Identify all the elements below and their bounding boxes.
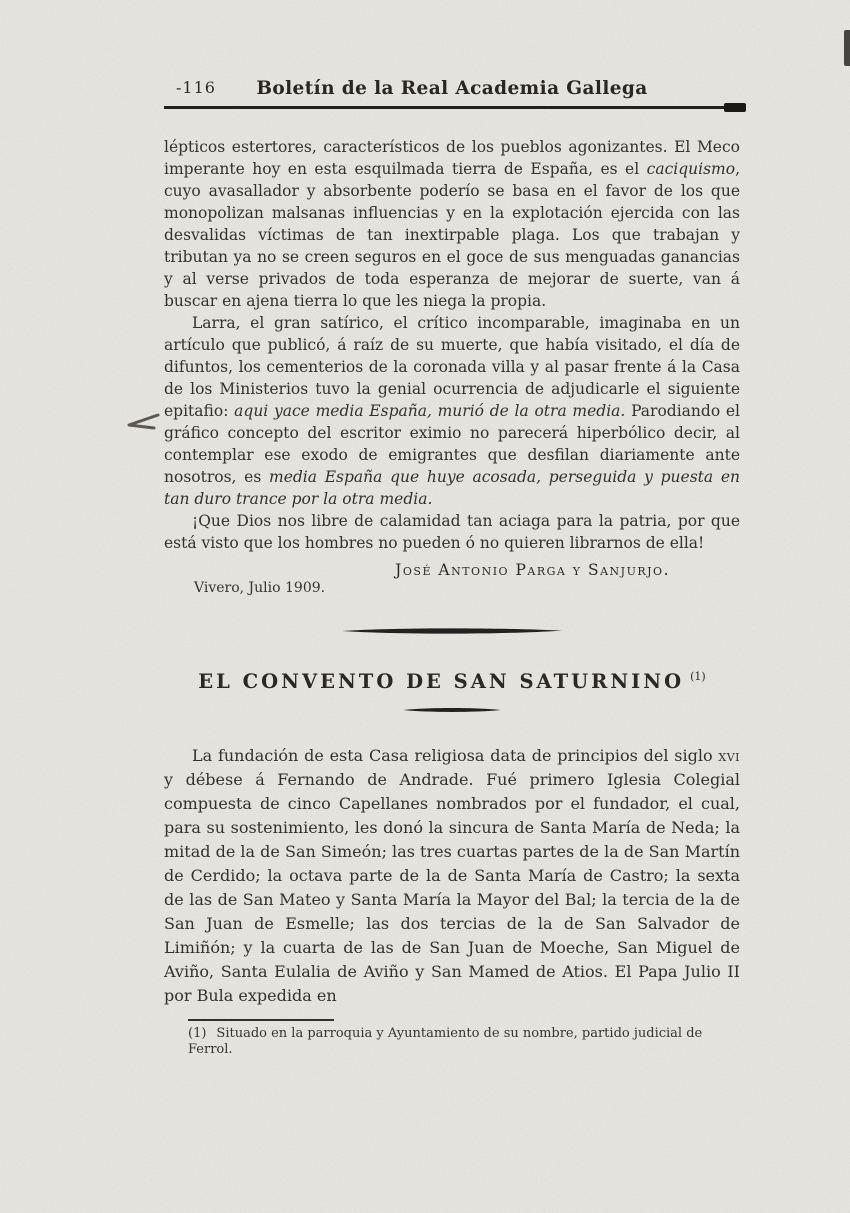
dateline: Vivero, Julio 1909.: [194, 580, 326, 596]
author-signature: José Antonio Parga y Sanjurjo.: [395, 561, 670, 579]
ink-smudge-mark: [124, 412, 160, 436]
footnote-rule: [188, 1019, 334, 1021]
footnote: [188, 1026, 740, 1058]
article-emigration-text: [164, 136, 740, 596]
journal-title: Boletín de la Real Academia Gallega: [256, 78, 648, 99]
paragraph: ¡Que Dios nos libre de calamidad tan aciaga para la patria, por que está visto que los hombres no pueden ó no quieren librarnos de ella!: [164, 512, 740, 552]
footnote-marker: (1): [188, 1026, 207, 1041]
section-title: [164, 670, 740, 693]
page-number: -116: [176, 78, 216, 97]
title-divider-rule: [402, 706, 502, 714]
paragraph: Larra, el gran satírico, el crítico incomparable, imaginaba en un artículo que publicó, á raíz de su muerte, que había visitado, el día de difuntos, los cementerios de la coronada villa y al pasar frente á la Casa de los Ministerios tuvo la genial ocurrencia de adjudicarle el siguiente epitafio: aqui yace media España, murió de la otra media. Parodiando el gráfico concepto del escritor eximio no parecerá hiperbólico decir, al contemplar ese exodo de emigrantes que desfilan diariamente ante nosotros, es media España que huye acosada, perseguida y puesta en tan duro trance por la otra media.: [164, 314, 741, 508]
section-title-text: EL CONVENTO DE SAN SATURNINO: [198, 670, 685, 693]
header-rule: [164, 106, 740, 109]
page-header: [164, 0, 740, 99]
ink-blot-mark: [724, 103, 746, 112]
footnote-text: Situado en la parroquia y Ayuntamiento de su nombre, partido judicial de Ferrol.: [188, 1026, 703, 1057]
paragraph: lépticos estertores, característicos de los pueblos agonizantes. El Meco imperante hoy en esta esquilmada tierra de España, es el caciquismo, cuyo avasallador y absorbente poderío se basa en el favor de los que monopolizan malsanas influencias y en la explotación ejercida con las desvalidas víctimas de tan inextirpable plaga. Los que trabajan y tributan ya no se creen seguros en el goce de sus menguadas ganancias y al verse privados de toda esperanza de mejorar de suerte, van á buscar en ajena tierra lo que les niega la propia.: [164, 138, 740, 310]
article-san-saturnino: [164, 670, 740, 1058]
text-column: [164, 0, 740, 1058]
footnote-reference: (1): [690, 670, 706, 683]
paragraph: La fundación de esta Casa religiosa data de principios del siglo xvi y débese á Fernando de Andrade. Fué primero Iglesia Colegial compuesta de cinco Capellanes nombrados por el fundador, el cual, para su sostenimiento, les donó la sincura de Santa María de Neda; la mitad de la de San Simeón; las tres cuartas partes de la de San Martín de Cerdido; la octava parte de la de Santa María de Castro; la sexta de las de San Mateo y Santa María la Mayor del Bal; la tercia de la de San Juan de Esmelle; las dos tercias de la de San Salvador de Limiñón; y la cuarta de las de San Juan de Moeche, San Miguel de Aviño, Santa Eulalia de Aviño y San Mamed de Atios. El Papa Julio II por Bula expedida en: [164, 746, 740, 1005]
scan-edge-artifact: [844, 30, 850, 66]
section-divider-rule: [340, 626, 564, 636]
